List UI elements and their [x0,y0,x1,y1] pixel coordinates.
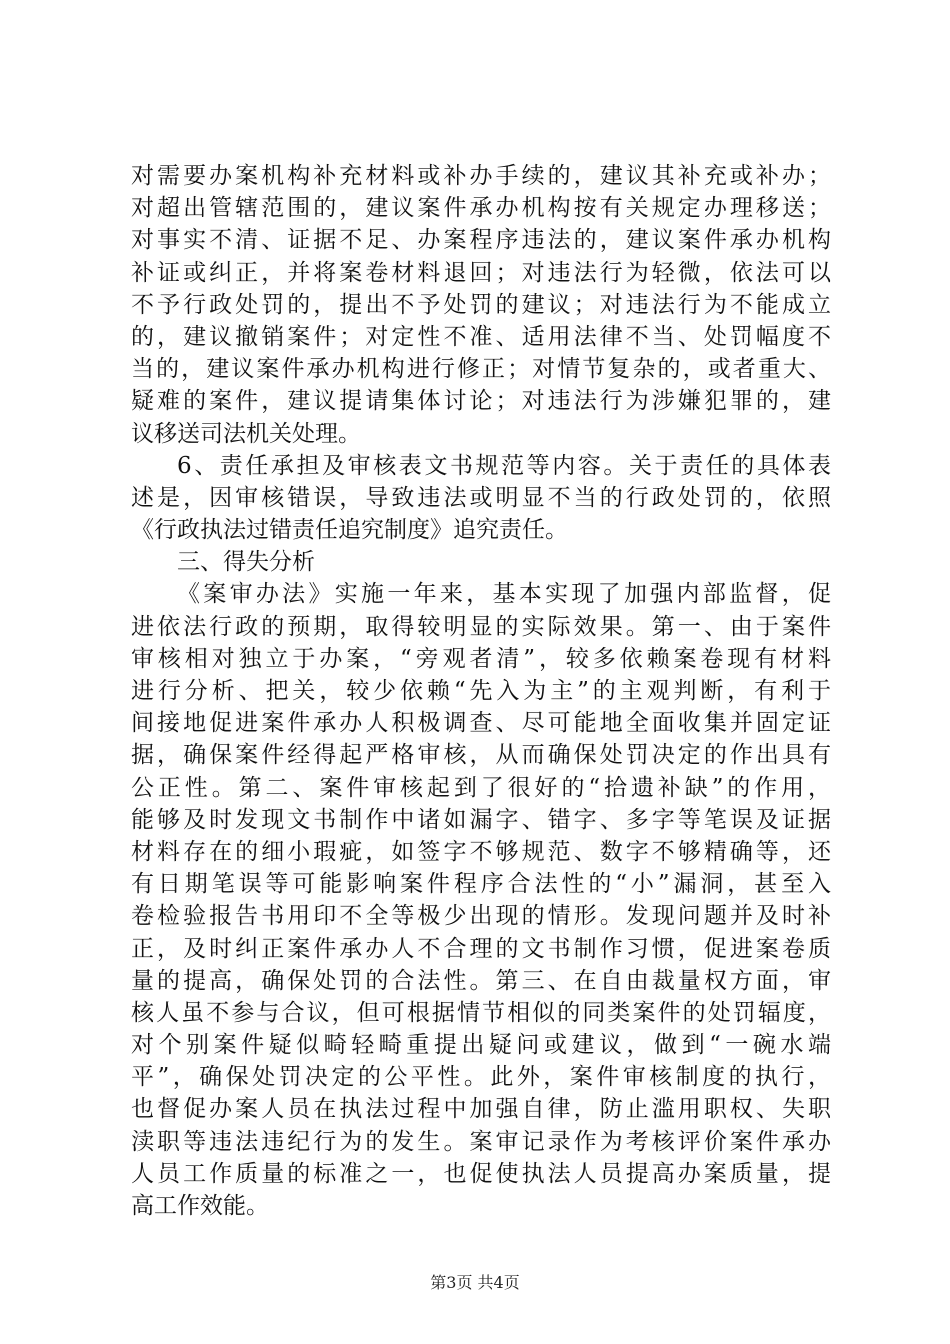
text-line: 审核相对独立于办案，“旁观者清”，较多依赖案卷现有材料 [131,645,831,672]
text-line: 也督促办案人员在执法过程中加强自律，防止滥用职权、失职 [131,1096,831,1123]
text-line: 核人虽不参与合议，但可根据情节相似的同类案件的处罚辐度， [131,999,831,1026]
text-line: 量的提高，确保处罚的合法性。第三、在自由裁量权方面，审 [131,967,831,994]
text-line: 正，及时纠正案件承办人不合理的文书制作习惯，促进案卷质 [131,935,831,962]
text-line: 述是，因审核错误，导致违法或明显不当的行政处罚的，依照 [131,484,831,511]
text-line: 当的，建议案件承办机构进行修正；对情节复杂的，或者重大、 [131,356,831,383]
body-text [131,160,831,1222]
text-line: 对事实不清、证据不足、办案程序违法的，建议案件承办机构 [131,227,831,254]
text-line: 对需要办案机构补充材料或补办手续的，建议其补充或补办； [131,163,831,189]
text-line: 间接地促进案件承办人积极调查、尽可能地全面收集并固定证 [131,710,831,737]
text-line: 的，建议撤销案件；对定性不准、适用法律不当、处罚幅度不 [131,323,831,350]
text-line: 卷检验报告书用印不全等极少出现的情形。发现问题并及时补 [131,903,831,930]
text-line: 高工作效能。 [131,1193,269,1219]
text-line: 议移送司法机关处理。 [131,420,361,447]
page-footer: 第3页 共4页 [430,1273,520,1292]
text-line: 有日期笔误等可能影响案件程序合法性的“小”漏洞，甚至入 [131,871,831,898]
text-line: 6、责任承担及审核表文书规范等内容。关于责任的具体表 [177,452,831,479]
text-line: 平”，确保处罚决定的公平性。此外，案件审核制度的执行， [131,1064,831,1091]
text-line: 人员工作质量的标准之一，也促使执法人员提高办案质量，提 [131,1160,831,1187]
text-line: 据，确保案件经得起严格审核，从而确保处罚决定的作出具有 [131,742,831,769]
text-line: 疑难的案件，建议提请集体讨论；对违法行为涉嫌犯罪的，建 [131,388,831,415]
text-line: 材料存在的细小瑕疵，如签字不够规范、数字不够精确等，还 [131,838,831,865]
text-line: 《行政执法过错责任追究制度》追究责任。 [131,517,568,544]
text-line: 不予行政处罚的，提出不予处罚的建议；对违法行为不能成立 [131,291,831,318]
text-line: 对超出管辖范围的，建议案件承办机构按有关规定办理移送； [131,195,831,222]
text-line: 补证或纠正，并将案卷材料退回；对违法行为轻微，依法可以 [131,259,831,286]
text-line: 渎职等违法违纪行为的发生。案审记录作为考核评价案件承办 [131,1128,831,1155]
text-line: 能够及时发现文书制作中诸如漏字、错字、多字等笔误及证据 [131,806,831,833]
text-line: 进依法行政的预期，取得较明显的实际效果。第一、由于案件 [131,613,831,640]
text-line: 《案审办法》实施一年来，基本实现了加强内部监督，促 [177,581,831,608]
text-line: 对个别案件疑似畸轻畸重提出疑问或建议，做到“一碗水端 [131,1032,831,1059]
section-heading: 三、得失分析 [177,549,315,576]
text-line: 公正性。第二、案件审核起到了很好的“拾遗补缺”的作用， [131,774,831,801]
text-line: 进行分析、把关，较少依赖“先入为主”的主观判断，有利于 [131,678,831,704]
